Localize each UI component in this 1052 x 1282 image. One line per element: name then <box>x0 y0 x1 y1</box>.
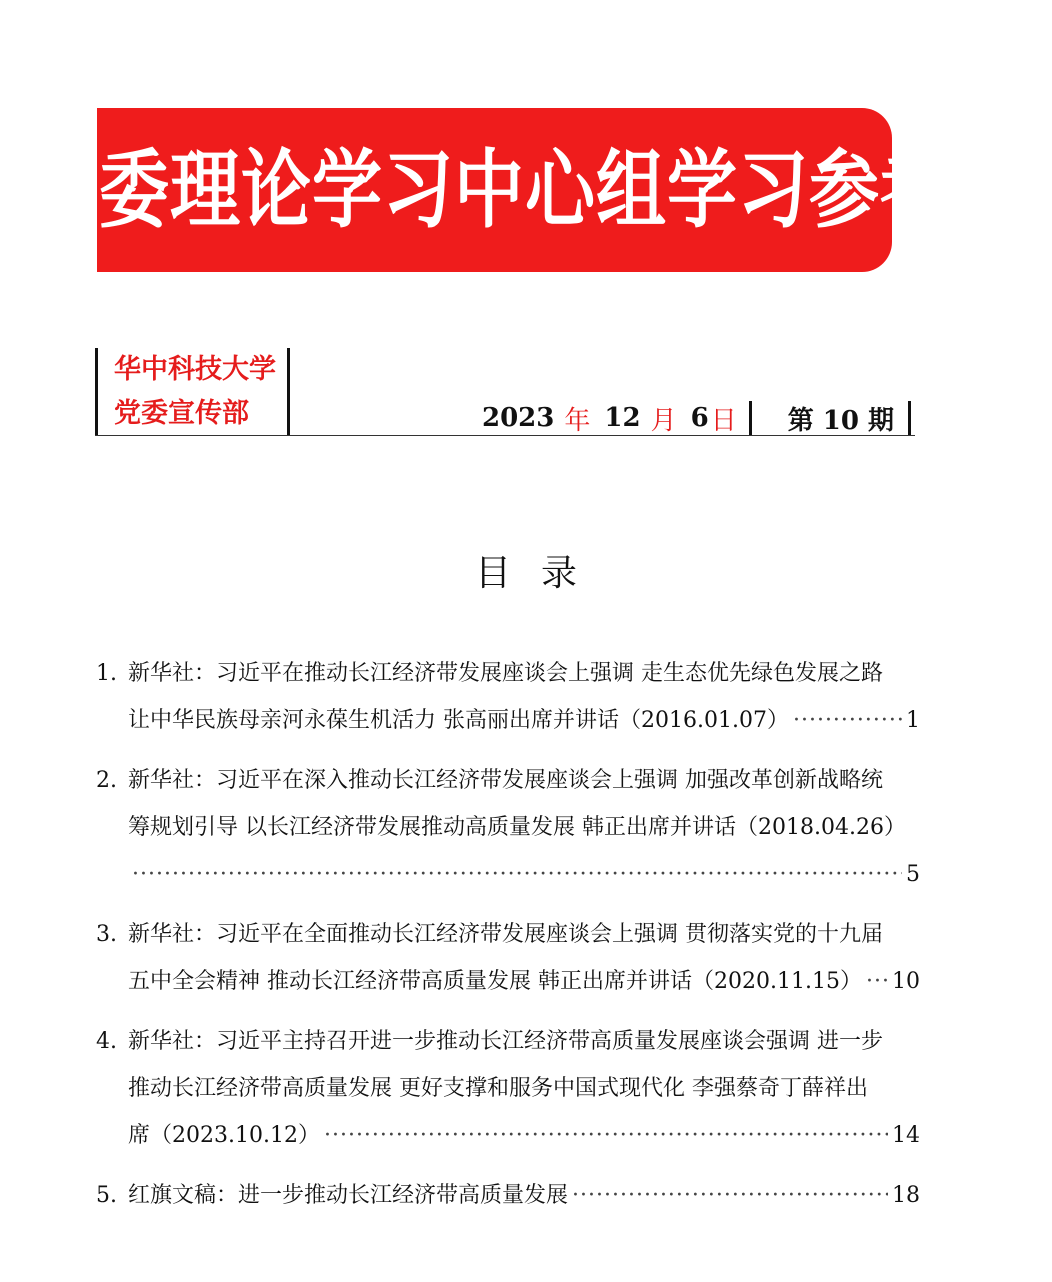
toc-item-text: 红旗文稿：进一步推动长江经济带高质量发展 <box>128 1183 569 1208</box>
toc-item-text: 让中华民族母亲河永葆生机活力 张高丽出席并讲话（2016.01.07） <box>128 708 789 733</box>
toc-page-number: 1 <box>906 708 920 733</box>
dot-leader <box>866 958 888 1005</box>
header-rule <box>95 435 915 436</box>
issue-number: 第 10 期 <box>787 405 894 436</box>
toc-item-number: 1. <box>96 661 117 686</box>
divider-bar <box>908 401 911 435</box>
divider-bar <box>749 401 752 435</box>
toc-item-number: 2. <box>96 768 117 793</box>
toc-heading: 目录 <box>474 553 607 594</box>
toc-item-number: 4. <box>96 1029 117 1054</box>
toc-item-text: 新华社：习近平主持召开进一步推动长江经济带高质量发展座谈会强调 进一步 <box>128 1029 883 1054</box>
toc-item-text: 推动长江经济带高质量发展 更好支撑和服务中国式现代化 李强蔡奇丁薛祥出 <box>128 1076 868 1101</box>
dot-leader <box>793 697 902 744</box>
dot-leader <box>324 1112 888 1159</box>
publisher-block <box>95 348 290 436</box>
toc-item-number: 5. <box>96 1183 117 1208</box>
issue-day: 6 <box>690 403 709 433</box>
month-unit: 月 <box>650 405 677 436</box>
issue-date-line <box>482 398 911 438</box>
table-of-contents <box>96 650 920 1232</box>
publication-title: 党委理论学习中心组学习参考 <box>28 138 951 241</box>
day-unit: 日 <box>710 405 737 436</box>
title-banner <box>28 108 951 272</box>
toc-item-text: 新华社：习近平在推动长江经济带发展座谈会上强调 走生态优先绿色发展之路 <box>128 661 883 686</box>
issue-year: 2023 <box>482 403 555 433</box>
toc-item[interactable] <box>96 757 920 898</box>
dot-leader <box>572 1172 888 1219</box>
issue-month: 12 <box>604 403 641 433</box>
publisher-university: 华中科技大学 <box>114 354 276 385</box>
toc-item-text: 新华社：习近平在全面推动长江经济带发展座谈会上强调 贯彻落实党的十九届 <box>128 922 883 947</box>
toc-item-number: 3. <box>96 922 117 947</box>
publisher-department: 党委宣传部 <box>114 398 249 429</box>
toc-page-number: 18 <box>892 1183 920 1208</box>
toc-item-text: 五中全会精神 推动长江经济带高质量发展 韩正出席并讲话（2020.11.15） <box>128 969 862 994</box>
toc-item-text: 筹规划引导 以长江经济带发展推动高质量发展 韩正出席并讲话（2018.04.26） <box>128 815 906 840</box>
toc-item[interactable] <box>96 1172 920 1219</box>
year-unit: 年 <box>564 405 591 436</box>
toc-item-text: 席（2023.10.12） <box>128 1123 320 1148</box>
toc-item-text: 新华社：习近平在深入推动长江经济带发展座谈会上强调 加强改革创新战略统 <box>128 768 883 793</box>
toc-page-number: 10 <box>892 969 920 994</box>
toc-page-number: 5 <box>906 862 920 887</box>
toc-item[interactable] <box>96 650 920 744</box>
toc-page-number: 14 <box>892 1123 920 1148</box>
toc-item[interactable] <box>96 1018 920 1159</box>
toc-item[interactable] <box>96 911 920 1005</box>
dot-leader <box>132 851 902 898</box>
